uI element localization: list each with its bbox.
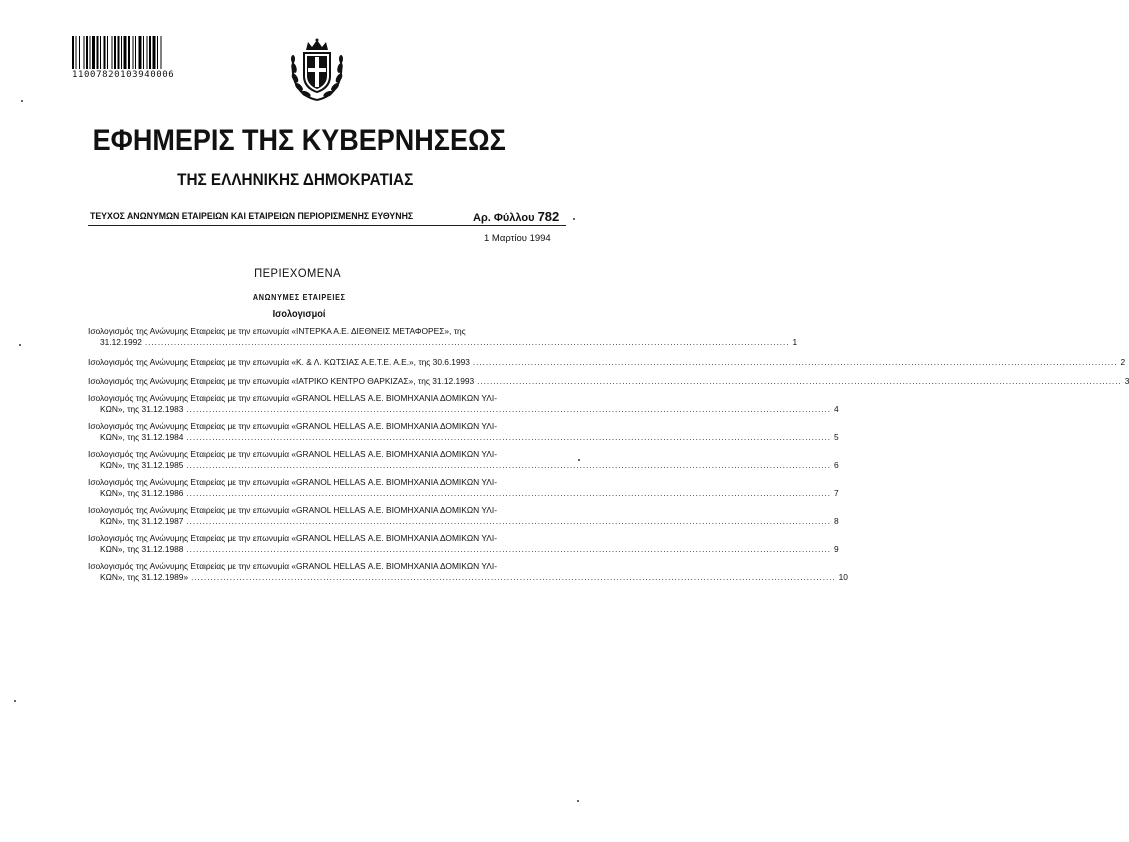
toc-entry-text: ΚΩΝ», της 31.12.1987 (100, 516, 184, 526)
toc-page-number: 3 (1124, 376, 1129, 386)
barcode-bar (90, 36, 91, 69)
barcode (72, 36, 210, 69)
toc-entry (88, 421, 839, 443)
toc-page-number: 7 (833, 488, 839, 498)
dot-leader: ........................................................................................................................................................................................................ (191, 573, 836, 582)
barcode-bar (121, 36, 122, 69)
header-divider (88, 225, 566, 226)
barcode-bar (143, 36, 144, 69)
dot-leader: ........................................................................................................................................................................................................ (186, 433, 831, 442)
toc-entry-text: Ισολογισμός της Ανώνυμης Εταιρείας με την επωνυμία «GRANOL HELLAS Α.Ε. ΒΙΟΜΗΧΑΝΙΑ ΔΟΜΙΚΩΝ ΥΛΙ- (88, 393, 497, 403)
barcode-number: 11007820103940006 (72, 70, 175, 80)
toc-entry-text: ΚΩΝ», της 31.12.1986 (100, 488, 184, 498)
sheet-number: 782 (537, 209, 560, 224)
barcode-bar (161, 36, 162, 69)
toc-entry (88, 505, 839, 527)
sheet-label-text: Αρ. Φύλλου (473, 212, 535, 224)
toc-page-number: 4 (833, 404, 839, 414)
gazette-title: ΕΦΗΜΕΡΙΣ ΤΗΣ ΚΥΒΕΡΝΗΣΕΩΣ (92, 124, 506, 157)
sheet-number-label (473, 209, 559, 224)
barcode-bar (79, 36, 80, 69)
toc-entry-line (88, 357, 1126, 368)
toc-entry-text: Ισολογισμός της Ανώνυμης Εταιρείας με την επωνυμία «GRANOL HELLAS Α.Ε. ΒΙΟΜΗΧΑΝΙΑ ΔΟΜΙΚΩΝ ΥΛΙ- (88, 561, 497, 571)
barcode-bar (149, 36, 151, 69)
dot-leader: ........................................................................................................................................................................................................ (472, 358, 1118, 367)
toc-entry-text: ΚΩΝ», της 31.12.1985 (100, 460, 184, 470)
subsection-heading: Ισολογισμοί (272, 309, 326, 320)
barcode-bar (100, 36, 101, 69)
scan-speck (19, 344, 21, 346)
barcode-bar (97, 36, 99, 69)
barcode-bar (84, 36, 85, 69)
barcode-bar (86, 36, 88, 69)
dot-leader: ........................................................................................................................................................................................................ (186, 545, 831, 554)
barcode-bar (124, 36, 127, 69)
toc-entry-text: ΚΩΝ», της 31.12.1988 (100, 544, 184, 554)
toc-entry (88, 533, 839, 555)
section-heading: ΑΝΩΝΥΜΕΣ ΕΤΑΙΡΕΙΕΣ (252, 293, 346, 302)
toc-entry-text: Ισολογισμός της Ανώνυμης Εταιρείας με την επωνυμία «Κ. & Λ. ΚΩΤΣΙΑΣ Α.Ε.Τ.Ε. Α.Ε.», της 30.6.1993 (88, 357, 470, 367)
toc-entry-text: ΚΩΝ», της 31.12.1984 (100, 432, 184, 442)
toc-entry-line (88, 432, 839, 443)
dot-leader: ........................................................................................................................................................................................................ (186, 461, 831, 470)
issue-type: ΤΕΥΧΟΣ ΑΝΩΝΥΜΩΝ ΕΤΑΙΡΕΙΩΝ ΚΑΙ ΕΤΑΙΡΕΙΩΝ ΠΕΡΙΟΡΙΣΜΕΝΗΣ ΕΥΘΥΝΗΣ (90, 211, 414, 222)
barcode-bar (135, 36, 136, 69)
toc-entry (88, 376, 1129, 387)
toc-entry-line (88, 404, 839, 415)
barcode-bar (107, 36, 108, 69)
toc-page-number: 9 (833, 544, 839, 554)
toc-page-number: 2 (1120, 357, 1126, 367)
barcode-bar (133, 36, 134, 69)
toc-entry-text: Ισολογισμός της Ανώνυμης Εταιρείας με την επωνυμία «GRANOL HELLAS Α.Ε. ΒΙΟΜΗΧΑΝΙΑ ΔΟΜΙΚΩΝ ΥΛΙ- (88, 477, 497, 487)
barcode-bar (104, 36, 106, 69)
gazette-subtitle: ΤΗΣ ΕΛΛΗΝΙΚΗΣ ΔΗΜΟΚΡΑΤΙΑΣ (177, 170, 414, 189)
dot-leader: ........................................................................................................................................................................................................ (186, 517, 831, 526)
toc-page-number: 1 (792, 337, 798, 347)
dot-leader: ........................................................................................................................................................................................................ (186, 405, 831, 414)
scan-speck (21, 100, 23, 102)
dot-leader: ........................................................................................................................................................................................................ (186, 489, 831, 498)
toc-entry (88, 477, 839, 499)
toc-entry-text: Ισολογισμός της Ανώνυμης Εταιρείας με την επωνυμία «GRANOL HELLAS Α.Ε. ΒΙΟΜΗΧΑΝΙΑ ΔΟΜΙΚΩΝ ΥΛΙ- (88, 505, 497, 515)
toc-entry-text: Ισολογισμός της Ανώνυμης Εταιρείας με την επωνυμία «ΙΑΤΡΙΚΟ ΚΕΝΤΡΟ ΘΑΡΚΙΖΑΣ», της 31.12.1993 (88, 376, 475, 386)
toc-entry-text: Ισολογισμός της Ανώνυμης Εταιρείας με την επωνυμία «GRANOL HELLAS Α.Ε. ΒΙΟΜΗΧΑΝΙΑ ΔΟΜΙΚΩΝ ΥΛΙ- (88, 449, 497, 459)
toc-entry-text: Ισολογισμός της Ανώνυμης Εταιρείας με την επωνυμία «GRANOL HELLAS Α.Ε. ΒΙΟΜΗΧΑΝΙΑ ΔΟΜΙΚΩΝ ΥΛΙ- (88, 533, 497, 543)
toc-entry-line (88, 376, 1129, 387)
toc-entry-text: ΚΩΝ», της 31.12.1989» (100, 572, 189, 582)
toc-entry-line (88, 572, 848, 583)
barcode-bar (92, 36, 95, 69)
barcode-bar (118, 36, 120, 69)
barcode-bar (128, 36, 130, 69)
scan-speck (578, 459, 580, 461)
scan-speck (14, 700, 16, 702)
toc-entry-text: 31.12.1992 (100, 337, 142, 347)
coat-of-arms-emblem (288, 38, 346, 104)
toc-page-number: 10 (838, 572, 848, 582)
barcode-bar (139, 36, 142, 69)
dot-leader: ........................................................................................................................................................................................................ (144, 338, 790, 347)
scan-speck (573, 218, 575, 220)
toc-entry-line (88, 544, 839, 555)
barcode-bar (114, 36, 116, 69)
toc-page-number: 6 (833, 460, 839, 470)
toc-entry-line (88, 337, 798, 348)
dot-leader: ........................................................................................................................................................................................................ (477, 377, 1122, 386)
toc-entry (88, 393, 839, 415)
toc-entry-line (88, 488, 839, 499)
toc-page-number: 5 (833, 432, 839, 442)
toc-entry (88, 449, 839, 471)
barcode-bar (157, 36, 158, 69)
toc-entry-text: Ισολογισμός της Ανώνυμης Εταιρείας με την επωνυμία «GRANOL HELLAS Α.Ε. ΒΙΟΜΗΧΑΝΙΑ ΔΟΜΙΚΩΝ ΥΛΙ- (88, 421, 497, 431)
contents-heading: ΠΕΡΙΕΧΟΜΕΝΑ (254, 266, 342, 280)
toc-entry-text: Ισολογισμός της Ανώνυμης Εταιρείας με την επωνυμία «ΙΝΤΕΡΚΑ Α.Ε. ΔΙΕΘΝΕΙΣ ΜΕΤΑΦΟΡΕΣ», της (88, 326, 466, 336)
toc-entry (88, 561, 848, 583)
barcode-bar (76, 36, 77, 69)
toc-entry-line (88, 460, 839, 471)
toc-entry-text: ΚΩΝ», της 31.12.1983 (100, 404, 184, 414)
barcode-bar (72, 36, 74, 69)
toc-page-number: 8 (833, 516, 839, 526)
barcode-bar (112, 36, 113, 69)
toc-entry (88, 326, 798, 348)
scan-speck (577, 800, 579, 802)
toc-entry (88, 357, 1126, 368)
barcode-bar (153, 36, 156, 69)
barcode-bar (147, 36, 148, 69)
toc-entry-line (88, 516, 839, 527)
issue-date: 1 Μαρτίου 1994 (484, 233, 551, 244)
